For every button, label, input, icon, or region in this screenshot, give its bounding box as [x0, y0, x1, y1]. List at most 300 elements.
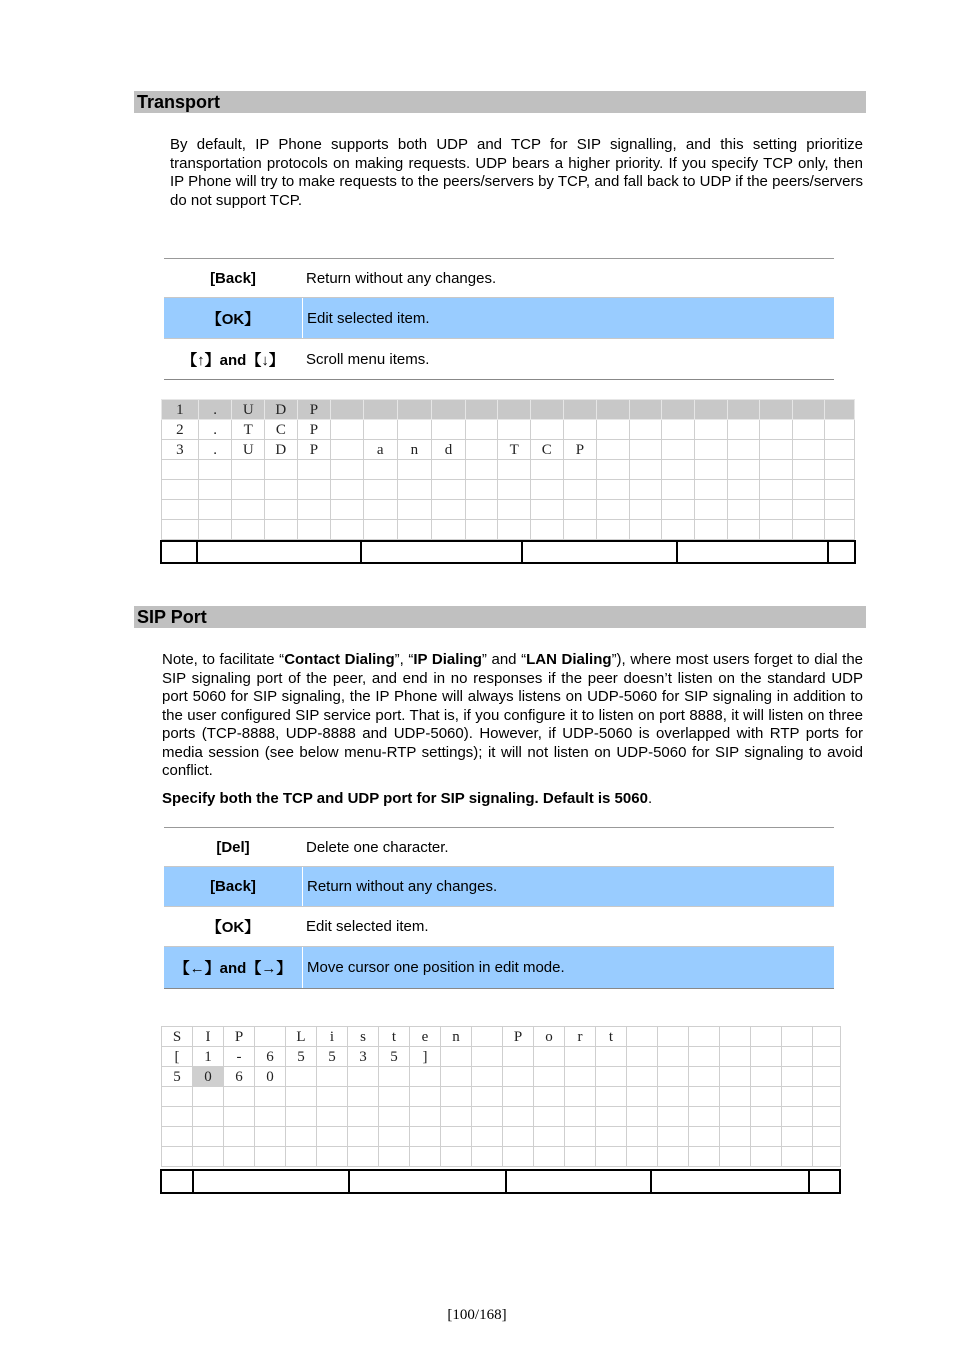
lcd-cell — [689, 1107, 720, 1127]
lcd-cell — [503, 1147, 534, 1167]
lcd-cell — [498, 520, 531, 540]
lcd-cell — [695, 520, 728, 540]
lcd-cell — [597, 480, 630, 500]
lcd-cell — [658, 1047, 689, 1067]
lcd-cell — [813, 1127, 841, 1147]
lcd-cell — [825, 400, 855, 420]
lcd-cell — [727, 500, 760, 520]
lcd-cell — [162, 460, 199, 480]
lcd-cell — [727, 400, 760, 420]
lcd-cell — [503, 1087, 534, 1107]
lcd-cell — [379, 1127, 410, 1147]
lcd-cell — [348, 1127, 379, 1147]
lcd-cell — [232, 500, 265, 520]
lcd-cell — [363, 520, 397, 540]
lcd-cell — [498, 480, 531, 500]
lcd-cell — [317, 1147, 348, 1167]
lcd-cell — [720, 1127, 751, 1147]
lcd-cell — [792, 480, 825, 500]
key-row-back — [164, 867, 834, 907]
lcd-cell — [224, 1107, 255, 1127]
lcd-cell — [331, 440, 364, 460]
lcd-cell — [363, 420, 397, 440]
key-row-ok — [164, 907, 834, 947]
lcd-cell — [432, 400, 466, 420]
lcd-cell — [379, 1087, 410, 1107]
lcd-cell: L — [286, 1027, 317, 1047]
lcd-cell — [662, 460, 695, 480]
lcd-cell — [662, 440, 695, 460]
lcd-cell — [695, 420, 728, 440]
lcd-cell — [662, 400, 695, 420]
key-label: [Back] — [210, 878, 256, 895]
lcd-cell — [689, 1027, 720, 1047]
lcd-cell — [348, 1107, 379, 1127]
lcd-cell — [596, 1127, 627, 1147]
lcd-cell — [465, 500, 498, 520]
lcd-cell: 5 — [317, 1047, 348, 1067]
lcd-cell — [465, 400, 498, 420]
lcd-cell: n — [441, 1027, 472, 1047]
key-row-scroll — [164, 339, 834, 380]
lcd-cell — [348, 1067, 379, 1087]
sip-port-note — [162, 651, 863, 781]
softkey-slot — [652, 1171, 810, 1192]
softkey-slot — [194, 1171, 350, 1192]
lcd-cell — [317, 1087, 348, 1107]
lcd-cell — [363, 500, 397, 520]
spec-tail: . — [647, 790, 653, 807]
softkey-slot — [350, 1171, 507, 1192]
lcd-cell: ] — [410, 1047, 441, 1067]
lcd-cell — [689, 1067, 720, 1087]
lcd-cell — [265, 460, 298, 480]
lcd-cell: P — [224, 1027, 255, 1047]
lcd-cell — [317, 1067, 348, 1087]
lcd-cell — [629, 400, 662, 420]
softkey-slot — [523, 542, 678, 562]
lcd-row — [162, 1147, 841, 1167]
lcd-row — [162, 1127, 841, 1147]
lcd-cell — [597, 460, 630, 480]
lcd-cell — [331, 480, 364, 500]
lcd-cell — [379, 1067, 410, 1087]
lcd-row — [162, 520, 855, 540]
note-text: Note, to facilitate “ — [162, 651, 285, 668]
lcd-cell — [662, 420, 695, 440]
lcd-cell — [596, 1107, 627, 1127]
key-description: Return without any changes. — [302, 867, 834, 906]
note-text: ”, “ — [394, 651, 414, 668]
lcd-cell — [379, 1107, 410, 1127]
lcd-cell — [432, 500, 466, 520]
lcd-cell — [265, 520, 298, 540]
lcd-cell — [695, 440, 728, 460]
lcd-cell — [695, 460, 728, 480]
lcd-cell — [503, 1127, 534, 1147]
lcd-cell — [720, 1087, 751, 1107]
lcd-cell — [563, 400, 597, 420]
note-bold-term: LAN Dialing — [526, 651, 612, 668]
lcd-cell — [224, 1087, 255, 1107]
lcd-cell — [662, 480, 695, 500]
lcd-cell: t — [596, 1027, 627, 1047]
softkey-slot — [829, 542, 854, 562]
lcd-cell — [534, 1067, 565, 1087]
lcd-cell — [825, 420, 855, 440]
lcd-cell — [472, 1107, 503, 1127]
lcd-cell — [629, 460, 662, 480]
lcd-cell — [286, 1067, 317, 1087]
lcd-cell — [689, 1147, 720, 1167]
lcd-cell: S — [162, 1027, 193, 1047]
lcd-cell — [531, 400, 564, 420]
key-description: Edit selected item. — [306, 918, 429, 935]
lcd-cell — [162, 1087, 193, 1107]
key-description: Edit selected item. — [302, 298, 834, 338]
lcd-cell — [441, 1047, 472, 1067]
lcd-cell — [255, 1087, 286, 1107]
lcd-cell: . — [198, 420, 232, 440]
lcd-cell: I — [193, 1027, 224, 1047]
lcd-cell: - — [224, 1047, 255, 1067]
key-description: Move cursor one position in edit mode. — [302, 947, 834, 988]
lcd-cell: 5 — [162, 1067, 193, 1087]
lcd-row — [162, 1107, 841, 1127]
lcd-cell — [727, 440, 760, 460]
lcd-cell: 2 — [162, 420, 199, 440]
lcd-cell — [720, 1027, 751, 1047]
lcd-cell: d — [432, 440, 466, 460]
lcd-cell: r — [565, 1027, 596, 1047]
softkey-slot — [162, 542, 198, 562]
lcd-cell: 1 — [193, 1047, 224, 1067]
lcd-cell — [472, 1087, 503, 1107]
lcd-cell — [565, 1067, 596, 1087]
lcd-cell — [792, 400, 825, 420]
lcd-cell — [498, 460, 531, 480]
lcd-cell — [563, 460, 597, 480]
lcd-row — [162, 500, 855, 520]
lcd-cell — [198, 520, 232, 540]
key-description: Delete one character. — [306, 838, 449, 856]
lcd-cell — [825, 500, 855, 520]
lcd-cell — [825, 460, 855, 480]
lcd-cell — [331, 400, 364, 420]
softkey-slot — [810, 1171, 839, 1192]
lcd-row — [162, 1067, 841, 1087]
lcd-cell — [397, 480, 432, 500]
lcd-cell — [792, 520, 825, 540]
lcd-cell — [760, 480, 793, 500]
note-bold-term: Contact Dialing — [284, 651, 395, 668]
key-row-del — [164, 828, 834, 867]
lcd-cell — [397, 420, 432, 440]
lcd-cell — [825, 480, 855, 500]
note-text: ” and “ — [481, 651, 527, 668]
lcd-cell — [193, 1107, 224, 1127]
spec-bold-text: Specify both the TCP and UDP port for SIP signaling. Default is 5060 — [162, 790, 648, 807]
lcd-cell — [265, 480, 298, 500]
key-label: 【↑】and【↓】 — [182, 351, 284, 369]
lcd-cell — [397, 520, 432, 540]
lcd-cell — [727, 480, 760, 500]
lcd-cell — [255, 1147, 286, 1167]
lcd-cell: P — [297, 400, 331, 420]
lcd-cell — [193, 1147, 224, 1167]
lcd-cell — [760, 500, 793, 520]
lcd-cell — [792, 420, 825, 440]
lcd-cell — [198, 460, 232, 480]
lcd-cell — [531, 460, 564, 480]
key-row-cursor — [164, 947, 834, 989]
lcd-cell — [348, 1147, 379, 1167]
lcd-cell — [410, 1127, 441, 1147]
lcd-cell — [662, 520, 695, 540]
lcd-cell: T — [232, 420, 265, 440]
lcd-cell — [629, 440, 662, 460]
lcd-cell — [720, 1147, 751, 1167]
lcd-cell — [162, 1127, 193, 1147]
lcd-cell — [472, 1127, 503, 1147]
lcd-cell — [224, 1127, 255, 1147]
lcd-cell — [198, 500, 232, 520]
key-label: 【OK】 — [206, 310, 260, 328]
lcd-cell — [760, 440, 793, 460]
lcd-cell — [825, 520, 855, 540]
lcd-cell — [760, 520, 793, 540]
lcd-cell — [813, 1087, 841, 1107]
lcd-cell: 6 — [224, 1067, 255, 1087]
lcd-cell — [465, 460, 498, 480]
sip-port-section-header — [134, 606, 866, 628]
lcd-cell — [751, 1087, 782, 1107]
transport-section-header — [134, 91, 866, 113]
lcd-cell — [720, 1047, 751, 1067]
lcd-cell — [563, 520, 597, 540]
lcd-cell — [255, 1027, 286, 1047]
lcd-row — [162, 460, 855, 480]
lcd-cell: a — [363, 440, 397, 460]
lcd-cell — [751, 1107, 782, 1127]
lcd-cell — [498, 500, 531, 520]
lcd-cell — [397, 460, 432, 480]
lcd-cell — [627, 1027, 658, 1047]
softkey-slot — [507, 1171, 652, 1192]
lcd-cell — [503, 1067, 534, 1087]
note-bold-term: IP Dialing — [413, 651, 482, 668]
lcd-cell — [465, 480, 498, 500]
lcd-cell — [286, 1147, 317, 1167]
lcd-cell — [596, 1087, 627, 1107]
lcd-cell — [441, 1107, 472, 1127]
lcd-cell — [695, 480, 728, 500]
lcd-cell — [825, 440, 855, 460]
lcd-cell: T — [498, 440, 531, 460]
lcd-cell: C — [265, 420, 298, 440]
lcd-cell — [563, 480, 597, 500]
transport-lcd-screen — [161, 399, 855, 540]
lcd-cell — [441, 1127, 472, 1147]
lcd-cell — [627, 1047, 658, 1067]
lcd-cell — [727, 520, 760, 540]
lcd-cell: [ — [162, 1047, 193, 1067]
lcd-cell — [379, 1147, 410, 1167]
lcd-cell — [627, 1147, 658, 1167]
lcd-cell — [162, 520, 199, 540]
lcd-cell — [286, 1087, 317, 1107]
lcd-cell — [198, 480, 232, 500]
lcd-cell — [465, 440, 498, 460]
lcd-cell — [689, 1087, 720, 1107]
lcd-cell — [565, 1087, 596, 1107]
lcd-cell — [760, 420, 793, 440]
lcd-cell — [432, 520, 466, 540]
lcd-cell — [534, 1047, 565, 1067]
lcd-cell — [297, 480, 331, 500]
sip-port-spec — [162, 790, 863, 809]
lcd-cell — [629, 420, 662, 440]
lcd-cell — [498, 400, 531, 420]
key-label: [Del] — [216, 838, 250, 856]
lcd-cell — [782, 1107, 813, 1127]
lcd-cell — [265, 500, 298, 520]
lcd-cell — [597, 440, 630, 460]
lcd-cell — [720, 1107, 751, 1127]
lcd-cell: 3 — [348, 1047, 379, 1067]
lcd-cell: 1 — [162, 400, 199, 420]
lcd-cell — [813, 1047, 841, 1067]
lcd-cell — [565, 1147, 596, 1167]
lcd-cell — [531, 480, 564, 500]
page-number: [100/168] — [447, 1307, 507, 1323]
lcd-cell — [597, 520, 630, 540]
lcd-row — [162, 440, 855, 460]
lcd-cell: 3 — [162, 440, 199, 460]
lcd-cell: U — [232, 400, 265, 420]
lcd-row — [162, 480, 855, 500]
lcd-cell — [363, 480, 397, 500]
lcd-cell — [727, 460, 760, 480]
lcd-cell — [751, 1147, 782, 1167]
lcd-cell — [363, 400, 397, 420]
lcd-cell — [534, 1147, 565, 1167]
key-label: 【OK】 — [206, 919, 260, 936]
lcd-cell — [534, 1127, 565, 1147]
lcd-cell — [297, 460, 331, 480]
lcd-cell — [627, 1127, 658, 1147]
lcd-cell — [534, 1107, 565, 1127]
lcd-cell — [465, 520, 498, 540]
lcd-cell — [531, 520, 564, 540]
sip-port-key-table — [164, 827, 834, 989]
lcd-cell — [410, 1067, 441, 1087]
lcd-cell — [410, 1147, 441, 1167]
key-description: Scroll menu items. — [306, 350, 430, 368]
lcd-cell: 5 — [379, 1047, 410, 1067]
lcd-cell — [162, 480, 199, 500]
key-row-back — [164, 259, 834, 298]
lcd-cell — [317, 1107, 348, 1127]
lcd-cell: C — [531, 440, 564, 460]
lcd-cell: U — [232, 440, 265, 460]
lcd-cell — [629, 500, 662, 520]
lcd-cell — [658, 1067, 689, 1087]
sip-port-heading: SIP Port — [137, 607, 207, 627]
lcd-cell: P — [563, 440, 597, 460]
lcd-cell — [597, 400, 630, 420]
note-text: ”), where most users forget to dial the SIP signaling port of the peer, and end in no responses if the peer doesn’t listen on the standard UDP port 5060 for SIP signaling, the IP Phone will always listens on UDP-5060 for SIP signaling in addition to the user configured SIP service port. That is, if you configure it to listen on port 8888, it will listen on three ports (TCP-8888, UDP-8888 and UDP-5060). However, if UDP-5060 is overlapped with RTP ports for media session (see below menu-RTP settings); it will not listen on UDP-5060 for SIP signaling to avoid conflict. — [162, 651, 864, 779]
transport-key-table — [164, 258, 834, 380]
lcd-cell: P — [297, 420, 331, 440]
lcd-cell — [317, 1127, 348, 1147]
lcd-cell: 0 — [255, 1067, 286, 1087]
lcd-cell — [627, 1107, 658, 1127]
transport-softkey-bar — [160, 540, 856, 564]
lcd-cell: n — [397, 440, 432, 460]
lcd-cell — [503, 1107, 534, 1127]
lcd-cell: o — [534, 1027, 565, 1047]
lcd-cell: D — [265, 400, 298, 420]
lcd-cell: 6 — [255, 1047, 286, 1067]
lcd-cell — [441, 1067, 472, 1087]
lcd-cell: t — [379, 1027, 410, 1047]
lcd-cell — [813, 1067, 841, 1087]
lcd-cell — [689, 1047, 720, 1067]
lcd-cell — [751, 1047, 782, 1067]
lcd-cell — [627, 1087, 658, 1107]
transport-heading: Transport — [137, 92, 221, 112]
key-row-ok — [164, 298, 834, 339]
lcd-cell — [792, 440, 825, 460]
lcd-row — [162, 1047, 841, 1067]
lcd-cell — [286, 1107, 317, 1127]
lcd-cell — [658, 1127, 689, 1147]
lcd-cell — [331, 460, 364, 480]
lcd-cell — [162, 500, 199, 520]
sip-port-softkey-bar — [160, 1169, 841, 1194]
lcd-cell — [782, 1067, 813, 1087]
lcd-row — [162, 1027, 841, 1047]
lcd-cell — [751, 1067, 782, 1087]
lcd-cell — [596, 1047, 627, 1067]
lcd-cell — [695, 400, 728, 420]
lcd-cell — [813, 1027, 841, 1047]
lcd-cell — [720, 1067, 751, 1087]
lcd-cell — [658, 1107, 689, 1127]
lcd-row — [162, 420, 855, 440]
lcd-cell — [751, 1027, 782, 1047]
lcd-cell: 0 — [193, 1067, 224, 1087]
key-label: [Back] — [210, 269, 256, 287]
lcd-cell — [627, 1067, 658, 1087]
lcd-cell — [193, 1127, 224, 1147]
lcd-cell — [432, 460, 466, 480]
lcd-cell — [534, 1087, 565, 1107]
lcd-cell — [597, 420, 630, 440]
softkey-slot — [198, 542, 362, 562]
lcd-cell — [629, 480, 662, 500]
lcd-cell — [498, 420, 531, 440]
lcd-cell — [232, 460, 265, 480]
lcd-cell — [331, 500, 364, 520]
lcd-cell: P — [297, 440, 331, 460]
lcd-cell — [782, 1127, 813, 1147]
lcd-cell — [751, 1127, 782, 1147]
lcd-cell — [162, 1147, 193, 1167]
lcd-cell — [596, 1147, 627, 1167]
lcd-cell — [472, 1067, 503, 1087]
